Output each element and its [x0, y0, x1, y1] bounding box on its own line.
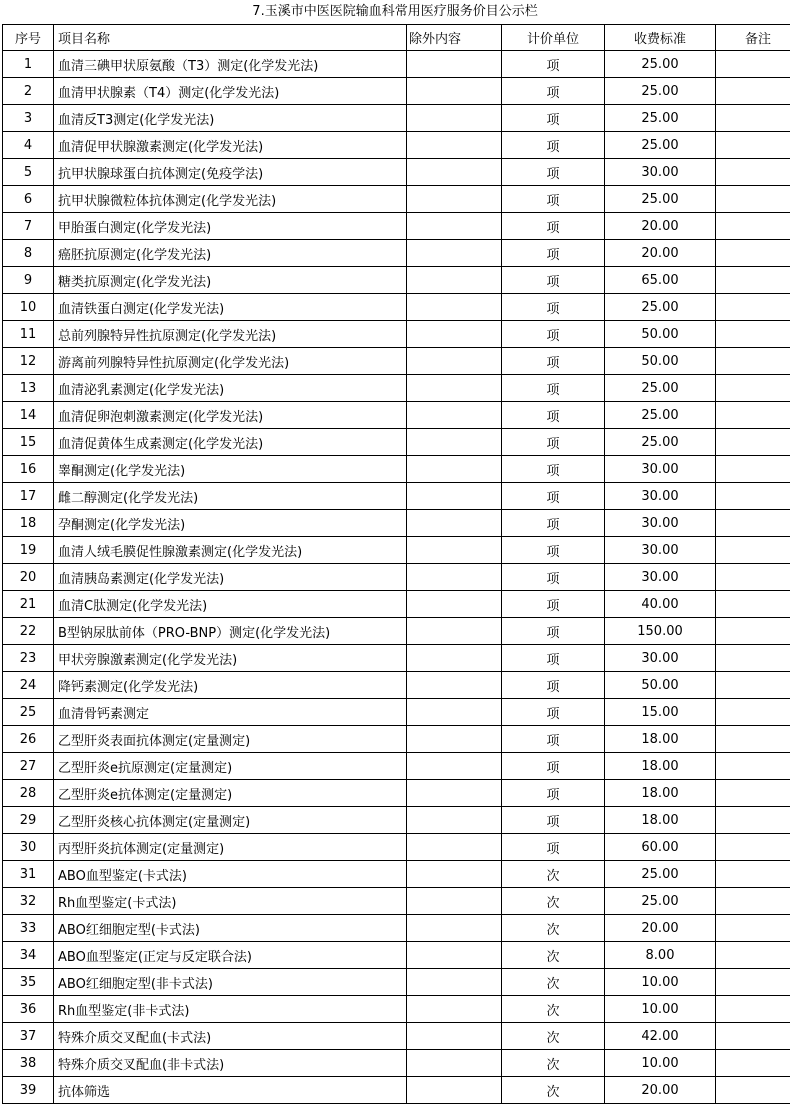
cell-name: 睾酮测定(化学发光法): [54, 456, 407, 483]
cell-exclusions: [407, 942, 502, 969]
cell-no: 15: [3, 429, 54, 456]
cell-price: 25.00: [605, 105, 716, 132]
cell-price: 25.00: [605, 429, 716, 456]
cell-no: 11: [3, 321, 54, 348]
cell-name: 血清胰岛素测定(化学发光法): [54, 564, 407, 591]
cell-note: [716, 321, 790, 348]
cell-price: 25.00: [605, 402, 716, 429]
cell-note: [716, 294, 790, 321]
header-exclusions: 除外内容: [407, 25, 502, 51]
cell-name: 血清促甲状腺激素测定(化学发光法): [54, 132, 407, 159]
cell-name: 血清三碘甲状原氨酸（T3）测定(化学发光法): [54, 51, 407, 78]
cell-name: 乙型肝炎表面抗体测定(定量测定): [54, 726, 407, 753]
cell-note: [716, 159, 790, 186]
cell-name: 血清C肽测定(化学发光法): [54, 591, 407, 618]
table-row: [3, 618, 790, 645]
cell-name: 游离前列腺特异性抗原测定(化学发光法): [54, 348, 407, 375]
cell-note: [716, 969, 790, 996]
table-header-row: [3, 25, 790, 51]
cell-note: [716, 213, 790, 240]
cell-note: [716, 834, 790, 861]
cell-exclusions: [407, 402, 502, 429]
cell-unit: 次: [502, 861, 605, 888]
cell-price: 20.00: [605, 1077, 716, 1104]
table-row: [3, 294, 790, 321]
cell-note: [716, 510, 790, 537]
cell-name: 抗体筛选: [54, 1077, 407, 1104]
cell-name: 特殊介质交叉配血(卡式法): [54, 1023, 407, 1050]
cell-no: 36: [3, 996, 54, 1023]
cell-unit: 次: [502, 915, 605, 942]
cell-exclusions: [407, 483, 502, 510]
cell-price: 65.00: [605, 267, 716, 294]
table-row: [3, 78, 790, 105]
cell-note: [716, 645, 790, 672]
cell-no: 19: [3, 537, 54, 564]
cell-price: 50.00: [605, 672, 716, 699]
cell-price: 25.00: [605, 78, 716, 105]
cell-exclusions: [407, 618, 502, 645]
cell-note: [716, 915, 790, 942]
cell-no: 24: [3, 672, 54, 699]
cell-exclusions: [407, 564, 502, 591]
cell-exclusions: [407, 348, 502, 375]
cell-price: 25.00: [605, 186, 716, 213]
cell-name: 孕酮测定(化学发光法): [54, 510, 407, 537]
cell-no: 8: [3, 240, 54, 267]
header-note: 备注: [716, 25, 790, 51]
table-row: [3, 213, 790, 240]
cell-unit: 项: [502, 672, 605, 699]
cell-price: 30.00: [605, 645, 716, 672]
cell-name: 抗甲状腺球蛋白抗体测定(免疫学法): [54, 159, 407, 186]
cell-no: 3: [3, 105, 54, 132]
cell-exclusions: [407, 159, 502, 186]
cell-price: 20.00: [605, 240, 716, 267]
cell-no: 30: [3, 834, 54, 861]
cell-name: 特殊介质交叉配血(非卡式法): [54, 1050, 407, 1077]
cell-price: 30.00: [605, 483, 716, 510]
cell-unit: 项: [502, 105, 605, 132]
table-row: [3, 807, 790, 834]
table-row: [3, 564, 790, 591]
cell-name: 总前列腺特异性抗原测定(化学发光法): [54, 321, 407, 348]
table-row: [3, 834, 790, 861]
table-row: [3, 645, 790, 672]
cell-exclusions: [407, 537, 502, 564]
cell-no: 22: [3, 618, 54, 645]
cell-note: [716, 942, 790, 969]
cell-note: [716, 861, 790, 888]
cell-no: 31: [3, 861, 54, 888]
cell-exclusions: [407, 969, 502, 996]
cell-unit: 项: [502, 348, 605, 375]
cell-unit: 次: [502, 1050, 605, 1077]
cell-exclusions: [407, 888, 502, 915]
cell-name: 糖类抗原测定(化学发光法): [54, 267, 407, 294]
cell-unit: 项: [502, 51, 605, 78]
cell-price: 20.00: [605, 915, 716, 942]
cell-no: 27: [3, 753, 54, 780]
table-row: [3, 942, 790, 969]
cell-note: [716, 780, 790, 807]
cell-unit: 项: [502, 294, 605, 321]
cell-note: [716, 267, 790, 294]
cell-no: 13: [3, 375, 54, 402]
cell-no: 33: [3, 915, 54, 942]
cell-name: 血清甲状腺素（T4）测定(化学发光法): [54, 78, 407, 105]
cell-exclusions: [407, 699, 502, 726]
table-row: [3, 267, 790, 294]
table-row: [3, 132, 790, 159]
cell-unit: 项: [502, 537, 605, 564]
cell-note: [716, 699, 790, 726]
cell-unit: 项: [502, 564, 605, 591]
cell-price: 8.00: [605, 942, 716, 969]
table-row: [3, 780, 790, 807]
cell-name: 降钙素测定(化学发光法): [54, 672, 407, 699]
cell-exclusions: [407, 1050, 502, 1077]
cell-note: [716, 132, 790, 159]
cell-unit: 项: [502, 321, 605, 348]
cell-unit: 项: [502, 375, 605, 402]
table-row: [3, 888, 790, 915]
cell-unit: 项: [502, 402, 605, 429]
cell-price: 25.00: [605, 888, 716, 915]
cell-unit: 项: [502, 186, 605, 213]
cell-unit: 项: [502, 159, 605, 186]
cell-price: 25.00: [605, 861, 716, 888]
cell-exclusions: [407, 105, 502, 132]
table-row: [3, 105, 790, 132]
cell-note: [716, 618, 790, 645]
cell-exclusions: [407, 510, 502, 537]
cell-exclusions: [407, 780, 502, 807]
cell-price: 10.00: [605, 996, 716, 1023]
price-table: [2, 24, 790, 1104]
header-name: 项目名称: [54, 25, 407, 51]
cell-price: 30.00: [605, 537, 716, 564]
cell-note: [716, 591, 790, 618]
cell-no: 5: [3, 159, 54, 186]
cell-unit: 次: [502, 996, 605, 1023]
cell-name: Rh血型鉴定(非卡式法): [54, 996, 407, 1023]
cell-note: [716, 78, 790, 105]
cell-note: [716, 807, 790, 834]
cell-exclusions: [407, 915, 502, 942]
cell-unit: 项: [502, 753, 605, 780]
cell-price: 25.00: [605, 132, 716, 159]
cell-unit: 项: [502, 645, 605, 672]
table-row: [3, 1050, 790, 1077]
cell-exclusions: [407, 645, 502, 672]
cell-note: [716, 429, 790, 456]
cell-note: [716, 726, 790, 753]
cell-price: 50.00: [605, 321, 716, 348]
cell-unit: 项: [502, 618, 605, 645]
cell-no: 9: [3, 267, 54, 294]
cell-price: 18.00: [605, 780, 716, 807]
cell-note: [716, 51, 790, 78]
cell-no: 39: [3, 1077, 54, 1104]
cell-name: 血清促黄体生成素测定(化学发光法): [54, 429, 407, 456]
table-row: [3, 753, 790, 780]
table-row: [3, 510, 790, 537]
table-row: [3, 51, 790, 78]
cell-note: [716, 672, 790, 699]
cell-exclusions: [407, 456, 502, 483]
cell-no: 35: [3, 969, 54, 996]
cell-no: 38: [3, 1050, 54, 1077]
table-row: [3, 186, 790, 213]
cell-price: 25.00: [605, 51, 716, 78]
cell-name: 甲胎蛋白测定(化学发光法): [54, 213, 407, 240]
cell-exclusions: [407, 213, 502, 240]
cell-no: 23: [3, 645, 54, 672]
table-row: [3, 321, 790, 348]
cell-exclusions: [407, 996, 502, 1023]
cell-name: B型钠尿肽前体（PRO-BNP）测定(化学发光法): [54, 618, 407, 645]
cell-price: 30.00: [605, 159, 716, 186]
cell-name: ABO红细胞定型(非卡式法): [54, 969, 407, 996]
cell-exclusions: [407, 429, 502, 456]
cell-name: 血清反T3测定(化学发光法): [54, 105, 407, 132]
cell-price: 10.00: [605, 1050, 716, 1077]
cell-note: [716, 375, 790, 402]
cell-exclusions: [407, 321, 502, 348]
cell-note: [716, 537, 790, 564]
cell-no: 10: [3, 294, 54, 321]
table-row: [3, 1077, 790, 1104]
table-row: [3, 456, 790, 483]
cell-name: 血清骨钙素测定: [54, 699, 407, 726]
cell-name: 乙型肝炎e抗体测定(定量测定): [54, 780, 407, 807]
cell-exclusions: [407, 726, 502, 753]
cell-no: 1: [3, 51, 54, 78]
cell-no: 12: [3, 348, 54, 375]
cell-name: 血清人绒毛膜促性腺激素测定(化学发光法): [54, 537, 407, 564]
cell-name: ABO红细胞定型(卡式法): [54, 915, 407, 942]
cell-unit: 次: [502, 888, 605, 915]
cell-unit: 项: [502, 483, 605, 510]
cell-price: 150.00: [605, 618, 716, 645]
cell-exclusions: [407, 294, 502, 321]
cell-price: 30.00: [605, 456, 716, 483]
cell-note: [716, 564, 790, 591]
cell-note: [716, 1023, 790, 1050]
cell-no: 37: [3, 1023, 54, 1050]
table-row: [3, 996, 790, 1023]
cell-note: [716, 456, 790, 483]
table-row: [3, 402, 790, 429]
cell-exclusions: [407, 51, 502, 78]
cell-note: [716, 1050, 790, 1077]
cell-unit: 项: [502, 456, 605, 483]
cell-name: 甲状旁腺激素测定(化学发光法): [54, 645, 407, 672]
table-row: [3, 726, 790, 753]
cell-note: [716, 402, 790, 429]
cell-exclusions: [407, 672, 502, 699]
cell-price: 30.00: [605, 564, 716, 591]
cell-price: 18.00: [605, 753, 716, 780]
cell-price: 42.00: [605, 1023, 716, 1050]
cell-price: 18.00: [605, 807, 716, 834]
cell-no: 20: [3, 564, 54, 591]
cell-exclusions: [407, 834, 502, 861]
header-no: 序号: [3, 25, 54, 51]
cell-unit: 次: [502, 942, 605, 969]
cell-unit: 项: [502, 267, 605, 294]
cell-exclusions: [407, 267, 502, 294]
cell-price: 25.00: [605, 375, 716, 402]
cell-name: ABO血型鉴定(卡式法): [54, 861, 407, 888]
cell-price: 10.00: [605, 969, 716, 996]
cell-name: 丙型肝炎抗体测定(定量测定): [54, 834, 407, 861]
cell-no: 21: [3, 591, 54, 618]
cell-unit: 项: [502, 699, 605, 726]
cell-exclusions: [407, 861, 502, 888]
cell-exclusions: [407, 186, 502, 213]
cell-no: 4: [3, 132, 54, 159]
table-row: [3, 861, 790, 888]
cell-unit: 项: [502, 510, 605, 537]
table-row: [3, 159, 790, 186]
table-row: [3, 537, 790, 564]
cell-no: 28: [3, 780, 54, 807]
cell-price: 30.00: [605, 510, 716, 537]
cell-name: Rh血型鉴定(卡式法): [54, 888, 407, 915]
cell-price: 20.00: [605, 213, 716, 240]
cell-note: [716, 996, 790, 1023]
cell-name: 乙型肝炎e抗原测定(定量测定): [54, 753, 407, 780]
cell-unit: 次: [502, 969, 605, 996]
cell-exclusions: [407, 1023, 502, 1050]
cell-price: 50.00: [605, 348, 716, 375]
cell-no: 34: [3, 942, 54, 969]
table-row: [3, 429, 790, 456]
cell-unit: 项: [502, 240, 605, 267]
cell-no: 29: [3, 807, 54, 834]
cell-name: 血清泌乳素测定(化学发光法): [54, 375, 407, 402]
cell-name: 抗甲状腺微粒体抗体测定(化学发光法): [54, 186, 407, 213]
cell-no: 18: [3, 510, 54, 537]
cell-no: 32: [3, 888, 54, 915]
cell-note: [716, 186, 790, 213]
cell-note: [716, 240, 790, 267]
cell-exclusions: [407, 753, 502, 780]
cell-note: [716, 1077, 790, 1104]
cell-exclusions: [407, 375, 502, 402]
table-row: [3, 240, 790, 267]
cell-price: 40.00: [605, 591, 716, 618]
table-row: [3, 672, 790, 699]
cell-note: [716, 888, 790, 915]
table-row: [3, 591, 790, 618]
cell-unit: 项: [502, 726, 605, 753]
cell-no: 6: [3, 186, 54, 213]
cell-no: 16: [3, 456, 54, 483]
cell-price: 18.00: [605, 726, 716, 753]
cell-unit: 次: [502, 1077, 605, 1104]
cell-name: 血清促卵泡刺激素测定(化学发光法): [54, 402, 407, 429]
cell-exclusions: [407, 591, 502, 618]
cell-name: 血清铁蛋白测定(化学发光法): [54, 294, 407, 321]
cell-price: 15.00: [605, 699, 716, 726]
cell-price: 25.00: [605, 294, 716, 321]
cell-no: 26: [3, 726, 54, 753]
cell-exclusions: [407, 78, 502, 105]
cell-unit: 项: [502, 591, 605, 618]
cell-price: 60.00: [605, 834, 716, 861]
cell-note: [716, 753, 790, 780]
cell-name: 雌二醇测定(化学发光法): [54, 483, 407, 510]
cell-unit: 项: [502, 807, 605, 834]
table-row: [3, 969, 790, 996]
header-unit: 计价单位: [502, 25, 605, 51]
cell-unit: 次: [502, 1023, 605, 1050]
cell-no: 7: [3, 213, 54, 240]
cell-no: 14: [3, 402, 54, 429]
cell-exclusions: [407, 1077, 502, 1104]
table-row: [3, 1023, 790, 1050]
cell-name: 癌胚抗原测定(化学发光法): [54, 240, 407, 267]
cell-unit: 项: [502, 213, 605, 240]
table-row: [3, 483, 790, 510]
cell-unit: 项: [502, 780, 605, 807]
table-row: [3, 699, 790, 726]
cell-no: 2: [3, 78, 54, 105]
table-row: [3, 375, 790, 402]
cell-exclusions: [407, 807, 502, 834]
cell-unit: 项: [502, 834, 605, 861]
table-row: [3, 348, 790, 375]
cell-note: [716, 483, 790, 510]
cell-exclusions: [407, 240, 502, 267]
cell-name: 乙型肝炎核心抗体测定(定量测定): [54, 807, 407, 834]
cell-unit: 项: [502, 78, 605, 105]
cell-no: 25: [3, 699, 54, 726]
cell-note: [716, 105, 790, 132]
cell-note: [716, 348, 790, 375]
cell-unit: 项: [502, 132, 605, 159]
header-price: 收费标准: [605, 25, 716, 51]
table-row: [3, 915, 790, 942]
cell-unit: 项: [502, 429, 605, 456]
cell-name: ABO血型鉴定(正定与反定联合法): [54, 942, 407, 969]
cell-exclusions: [407, 132, 502, 159]
page-title: 7.玉溪市中医医院输血科常用医疗服务价目公示栏: [0, 0, 790, 24]
cell-no: 17: [3, 483, 54, 510]
table-body: [3, 51, 790, 1104]
